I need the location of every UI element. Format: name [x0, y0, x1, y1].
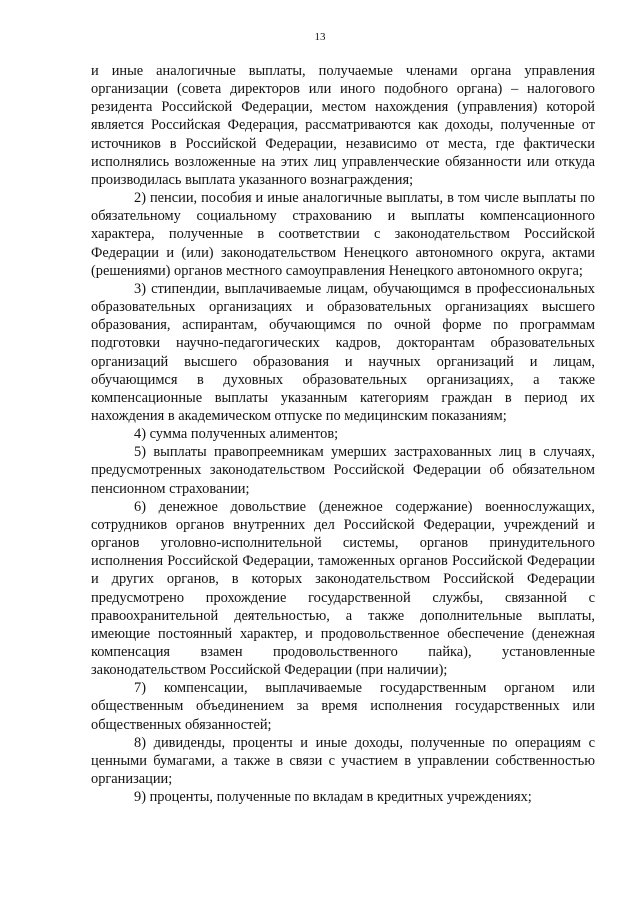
list-item-8-dividends: 8) дивиденды, проценты и иные доходы, полученные по операциям с ценными бумагами, а также в связи с участием в управлении собственностью организации; [91, 734, 595, 788]
document-body [91, 62, 595, 806]
list-item-9-interest: 9) проценты, полученные по вкладам в кредитных учреждениях; [134, 789, 532, 806]
page-number: 13 [314, 31, 326, 43]
list-item-4-alimony: 4) сумма полученных алиментов; [134, 426, 339, 443]
list-item-7-compensations: 7) компенсации, выплачиваемые государственным органом или общественным объединением за время исполнения государственных или общественных обязанностей; [91, 680, 595, 733]
list-item-2-pensions: 2) пенсии, пособия и иные аналогичные выплаты, в том числе выплаты по обязательному социальному страхованию и выплаты компенсационного характера, полученные в соответствии с законодательством Российской Федерации и (или) законодательством Ненецкого автономного округа, актами (решениями) органов местного самоуправления Ненецкого автономного округа; [91, 190, 595, 279]
list-item-3-stipends: 3) стипендии, выплачиваемые лицам, обучающимся в профессиональных образовательных организациях и образовательных организациях высшего образования, аспирантам, обучающимся по очной форме по программам подготовки научно-педагогических кадров, докторантам образовательных организаций высшего образования и научных организаций и лицам, обучающимся в духовных образовательных организациях, а также компенсационные выплаты указанным категориям граждан в период их нахождения в академическом отпуске по медицинским показаниям; [91, 280, 595, 424]
list-item-6-allowance: 6) денежное довольствие (денежное содержание) военнослужащих, сотрудников органов внутренних дел Российской Федерации, учреждений и органов уголовно-исполнительной системы, органов принудительного исполнения Российской Федерации, таможенных органов Российской Федерации и других органов, в которых законодательством Российской Федерации предусмотрено прохождение государственной службы, связанной с правоохранительной деятельностью, а также дополнительные выплаты, имеющие постоянный характер, и продовольственное обеспечение (денежная компенсация взамен продовольственного пайка), установленные законодательством Российской Федерации (при наличии); [91, 498, 595, 679]
paragraph-continuation: и иные аналогичные выплаты, получаемые членами органа управления организации (совета директоров или иного подобного органа) – налогового резидента Российской Федерации, местом нахождения (управления) которой является Российская Федерация, рассматриваются как доходы, полученные от источников в Российской Федерации, независимо от места, где фактически исполнялись возложенные на этих лиц управленческие обязанности или откуда производилась выплата указанного вознаграждения; [91, 63, 595, 188]
list-item-5-successor-payments: 5) выплаты правопреемникам умерших застрахованных лиц в случаях, предусмотренных законодательством Российской Федерации об обязательном пенсионном страховании; [91, 444, 595, 497]
